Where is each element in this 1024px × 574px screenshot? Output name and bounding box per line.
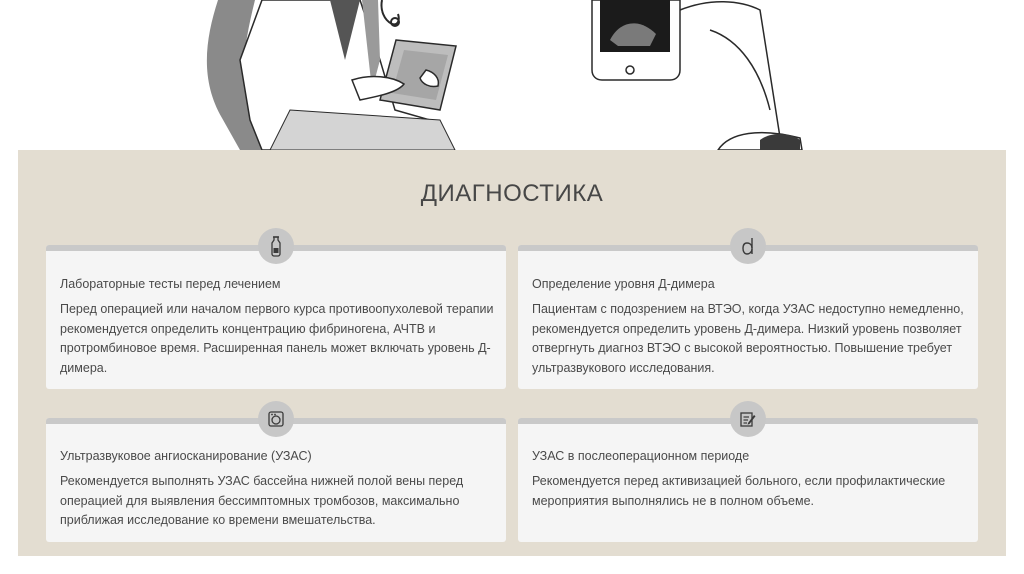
header-illustration bbox=[0, 0, 1024, 150]
test-tube-icon bbox=[258, 228, 294, 264]
card-title: УЗАС в послеоперационном периоде bbox=[532, 449, 750, 463]
clipboard-check-icon bbox=[730, 401, 766, 437]
card-title: Лабораторные тесты перед лечением bbox=[60, 277, 281, 291]
section-title: ДИАГНОСТИКА bbox=[420, 180, 604, 207]
card-text: Рекомендуется перед активизацией больного, если профилактические мероприятия выполнялись не в полном объеме. bbox=[532, 474, 946, 508]
card-lab-tests bbox=[46, 245, 506, 389]
card-title: Ультразвуковое ангиосканирование (УЗАС) bbox=[60, 449, 312, 463]
card-d-dimer bbox=[518, 245, 978, 389]
card-text: Перед операцией или началом первого курса противоопухолевой терапии рекомендуется определить концентрацию фибриногена, АЧТВ и протромбиновое время. Расширенная панель может включать уровень Д-димера. bbox=[60, 302, 494, 375]
card-text: Рекомендуется выполнять УЗАС бассейна нижней полой вены перед операцией для выявления бессимптомных тромбозов, максимально приближая исследование ко времени вмешательства. bbox=[60, 474, 464, 527]
card-postop-ultrasound bbox=[518, 418, 978, 542]
ultrasound-icon bbox=[258, 401, 294, 437]
letter-d-icon bbox=[730, 228, 766, 264]
card-title: Определение уровня Д-димера bbox=[532, 277, 715, 291]
doctor-patient-illustration bbox=[0, 0, 1024, 150]
card-text: Пациентам с подозрением на ВТЭО, когда УЗАС недоступно немедленно, рекомендуется определить уровень Д-димера. Низкий уровень позволяет отвергнуть диагноз ВТЭО с высокой вероятностью. Повышение требует ультразвукового исследования. bbox=[532, 302, 964, 375]
card-ultrasound bbox=[46, 418, 506, 542]
